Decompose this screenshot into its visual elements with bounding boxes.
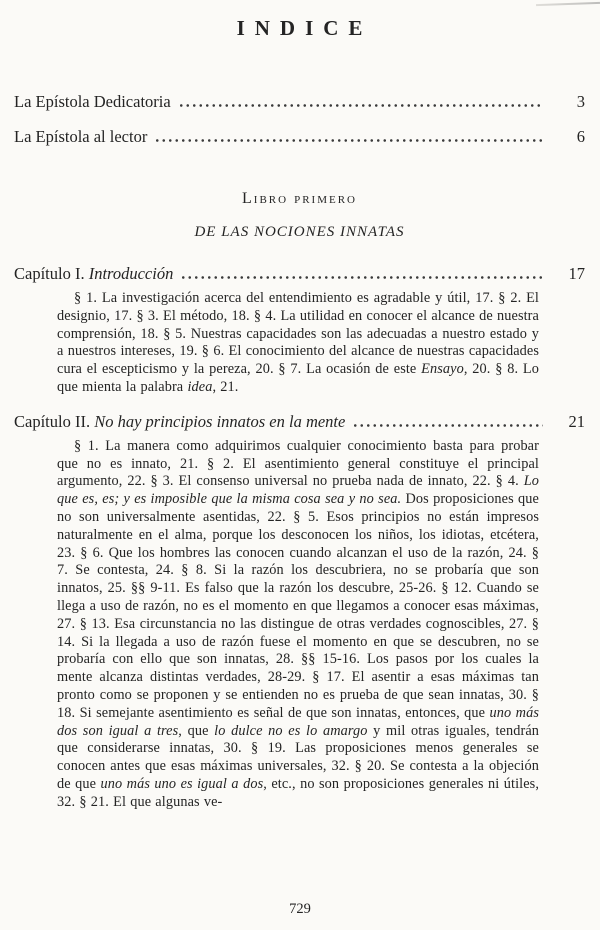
page-title: INDICE xyxy=(236,16,373,40)
toc-entry-epistola-dedicatoria xyxy=(14,91,585,113)
chapter-number: Capítulo II. xyxy=(14,411,91,431)
chapter-2-summary: § 1. La manera como adquirimos cualquier conocimiento basta para probar que no es innato, 21. § 2. El asentimiento general constituye el principal argumento, 22. § 3. El consenso universal no prueba nada de innato, 22. § 4. Lo que es, es; y es imposible que la misma cosa sea y no sea. Dos proposiciones que no son universalmente asentidas, 22. § 5. Esos principios no están impresos naturalmente en el alma, porque los desconocen los niños, los idiotas, etcétera, 23. § 6. Que los hombres las conocen cuando alcanzan el uso de la razón, 24. § 7. Se contesta, 24. § 8. Si la razón los descubriera, no se probaría que son innatos, 25. §§ 9-11. Es falso que la razón los descubre, 25-26. § 12. Cuando se llega a uso de razón, no es el momento en que llegamos a conocer esas máximas, 27. § 13. Esa circunstancia no las distingue de otras verdades cognoscibles, 27. § 14. Si la llegada a uso de razón fuese el momento en que se descubren, no se probaría con ello que son innatas, 28. §§ 15-16. Los pasos por los cuales la mente alcanza distintas verdades, 28-29. § 17. El asentir a esas máximas tan pronto como se proponen y se entienden no es prueba de que sean innatas, 30. § 18. Si semejante asentimiento es señal de que son innatas, entonces, que uno más dos son igual a tres, que lo dulce no es lo amargo y mil otras iguales, tendrán que considerarse innatas, 30. § 19. Las proposiciones menos generales se conocen antes que esas máximas universales, 32. § 20. Se contesta a la objeción de que uno más uno es igual a dos, etc., no son proposiciones generales ni útiles, 32. § 21. El que algunas ve- xyxy=(57,437,540,810)
dotted-leader xyxy=(352,424,543,427)
dotted-leader xyxy=(178,104,543,107)
toc-entry-chapter-1 xyxy=(14,263,585,285)
chapter-page: 17 xyxy=(568,264,585,283)
toc-entry-label: La Epístola Dedicatoria xyxy=(14,92,171,111)
book-subheading: DE LAS NOCIONES INNATAS xyxy=(194,224,405,240)
toc-front-entries xyxy=(14,91,585,148)
chapter-line-label xyxy=(14,263,173,285)
book-heading: Libro primero xyxy=(242,190,357,207)
toc-entry-label: La Epístola al lector xyxy=(14,127,148,146)
toc-entry-chapter-2 xyxy=(14,411,585,433)
scan-artifact-line xyxy=(536,2,600,6)
chapter-page: 21 xyxy=(568,411,585,431)
chapter-title: No hay principios innatos en la mente xyxy=(94,411,346,431)
dotted-leader xyxy=(154,139,543,142)
chapter-number: Capítulo I. xyxy=(14,264,85,283)
toc-entry-page: 6 xyxy=(576,127,585,146)
toc-entry-epistola-al-lector xyxy=(14,126,585,148)
page-number: 729 xyxy=(289,901,311,917)
chapter-1-summary: § 1. La investigación acerca del entendimiento es agradable y útil, 17. § 2. El designio, 17. § 3. El método, 18. § 4. La utilidad en conocer el alcance de nuestra comprensión, 18. § 5. Nuestras capacidades son las adecuadas a nuestro estado y a nuestros intereses, 19. § 6. El conocimiento del alcance de nuestras capacidades cura el escepticismo y la pereza, 20. § 7. La ocasión de este Ensayo, 20. § 8. Lo que mienta la palabra idea, 21. xyxy=(57,290,539,395)
chapter-title: Introducción xyxy=(88,264,174,283)
chapter-line-label xyxy=(14,411,345,433)
toc-entry-page: 3 xyxy=(576,92,585,111)
dotted-leader xyxy=(180,276,543,279)
